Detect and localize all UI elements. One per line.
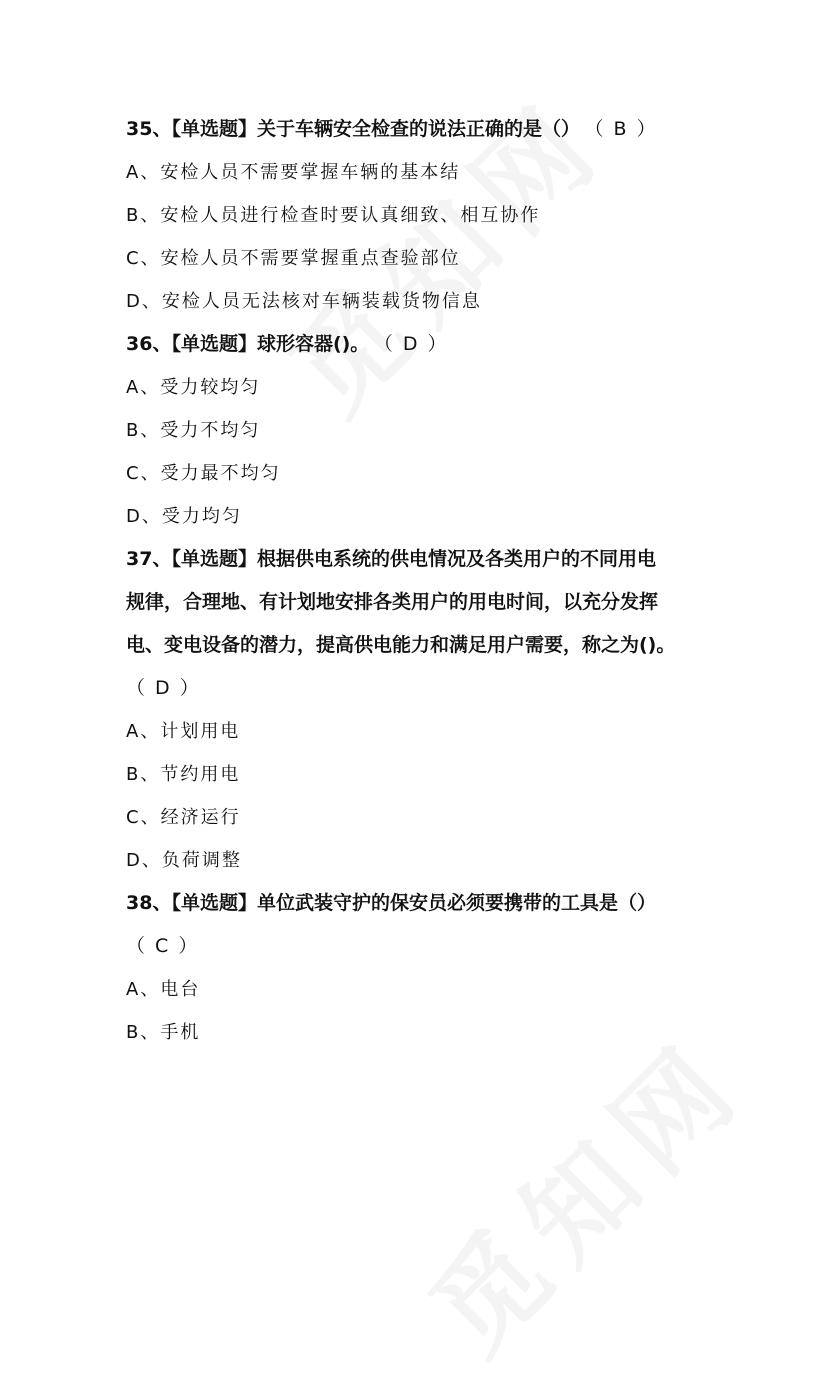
- watermark-bottom: [390, 998, 773, 1381]
- option-c: C、受力最不均匀: [126, 463, 281, 484]
- question-stem: 38、【单选题】单位武装守护的保安员必须要携带的工具是（）: [126, 892, 656, 914]
- question-answer: （ B ）: [593, 118, 658, 140]
- question-stem-line-2: 规律，合理地、有计划地安排各类用户的用电时间，以充分发挥: [126, 591, 659, 613]
- question-list: [126, 108, 726, 1054]
- question-stem: 35、【单选题】关于车辆安全检查的说法正确的是（） （ B ）: [126, 118, 658, 140]
- question-answer-line: [126, 667, 726, 710]
- option-c: C、安检人员不需要掌握重点查验部位: [126, 248, 461, 269]
- question-answer: （ D ）: [126, 677, 201, 699]
- option-b: B、受力不均匀: [126, 420, 261, 441]
- question-36: [126, 323, 726, 538]
- question-answer-line: [126, 925, 726, 968]
- question-37: [126, 538, 726, 882]
- option-d: D、安检人员无法核对车辆装载货物信息: [126, 291, 482, 312]
- question-stem-line-3: 电、变电设备的潜力，提高供电能力和满足用户需要，称之为()。: [126, 634, 676, 656]
- question-answer: （ C ）: [126, 935, 200, 957]
- option-a: A、安检人员不需要掌握车辆的基本结: [126, 162, 461, 183]
- question-stem: 36、【单选题】球形容器()。 （ D ）: [126, 333, 449, 355]
- option-d: D、受力均匀: [126, 506, 242, 527]
- option-b: B、安检人员进行检查时要认真细致、相互协作: [126, 205, 541, 226]
- option-a: A、计划用电: [126, 721, 241, 742]
- option-b: B、手机: [126, 1022, 201, 1043]
- option-c: C、经济运行: [126, 807, 241, 828]
- question-stem-line-1: 37、【单选题】根据供电系统的供电情况及各类用户的不同用电: [126, 548, 656, 570]
- question-38: [126, 882, 726, 1054]
- option-a: A、电台: [126, 979, 201, 1000]
- option-d: D、负荷调整: [126, 850, 242, 871]
- option-b: B、节约用电: [126, 764, 241, 785]
- option-a: A、受力较均匀: [126, 377, 261, 398]
- question-35: [126, 108, 726, 323]
- question-answer: （ D ）: [383, 333, 449, 355]
